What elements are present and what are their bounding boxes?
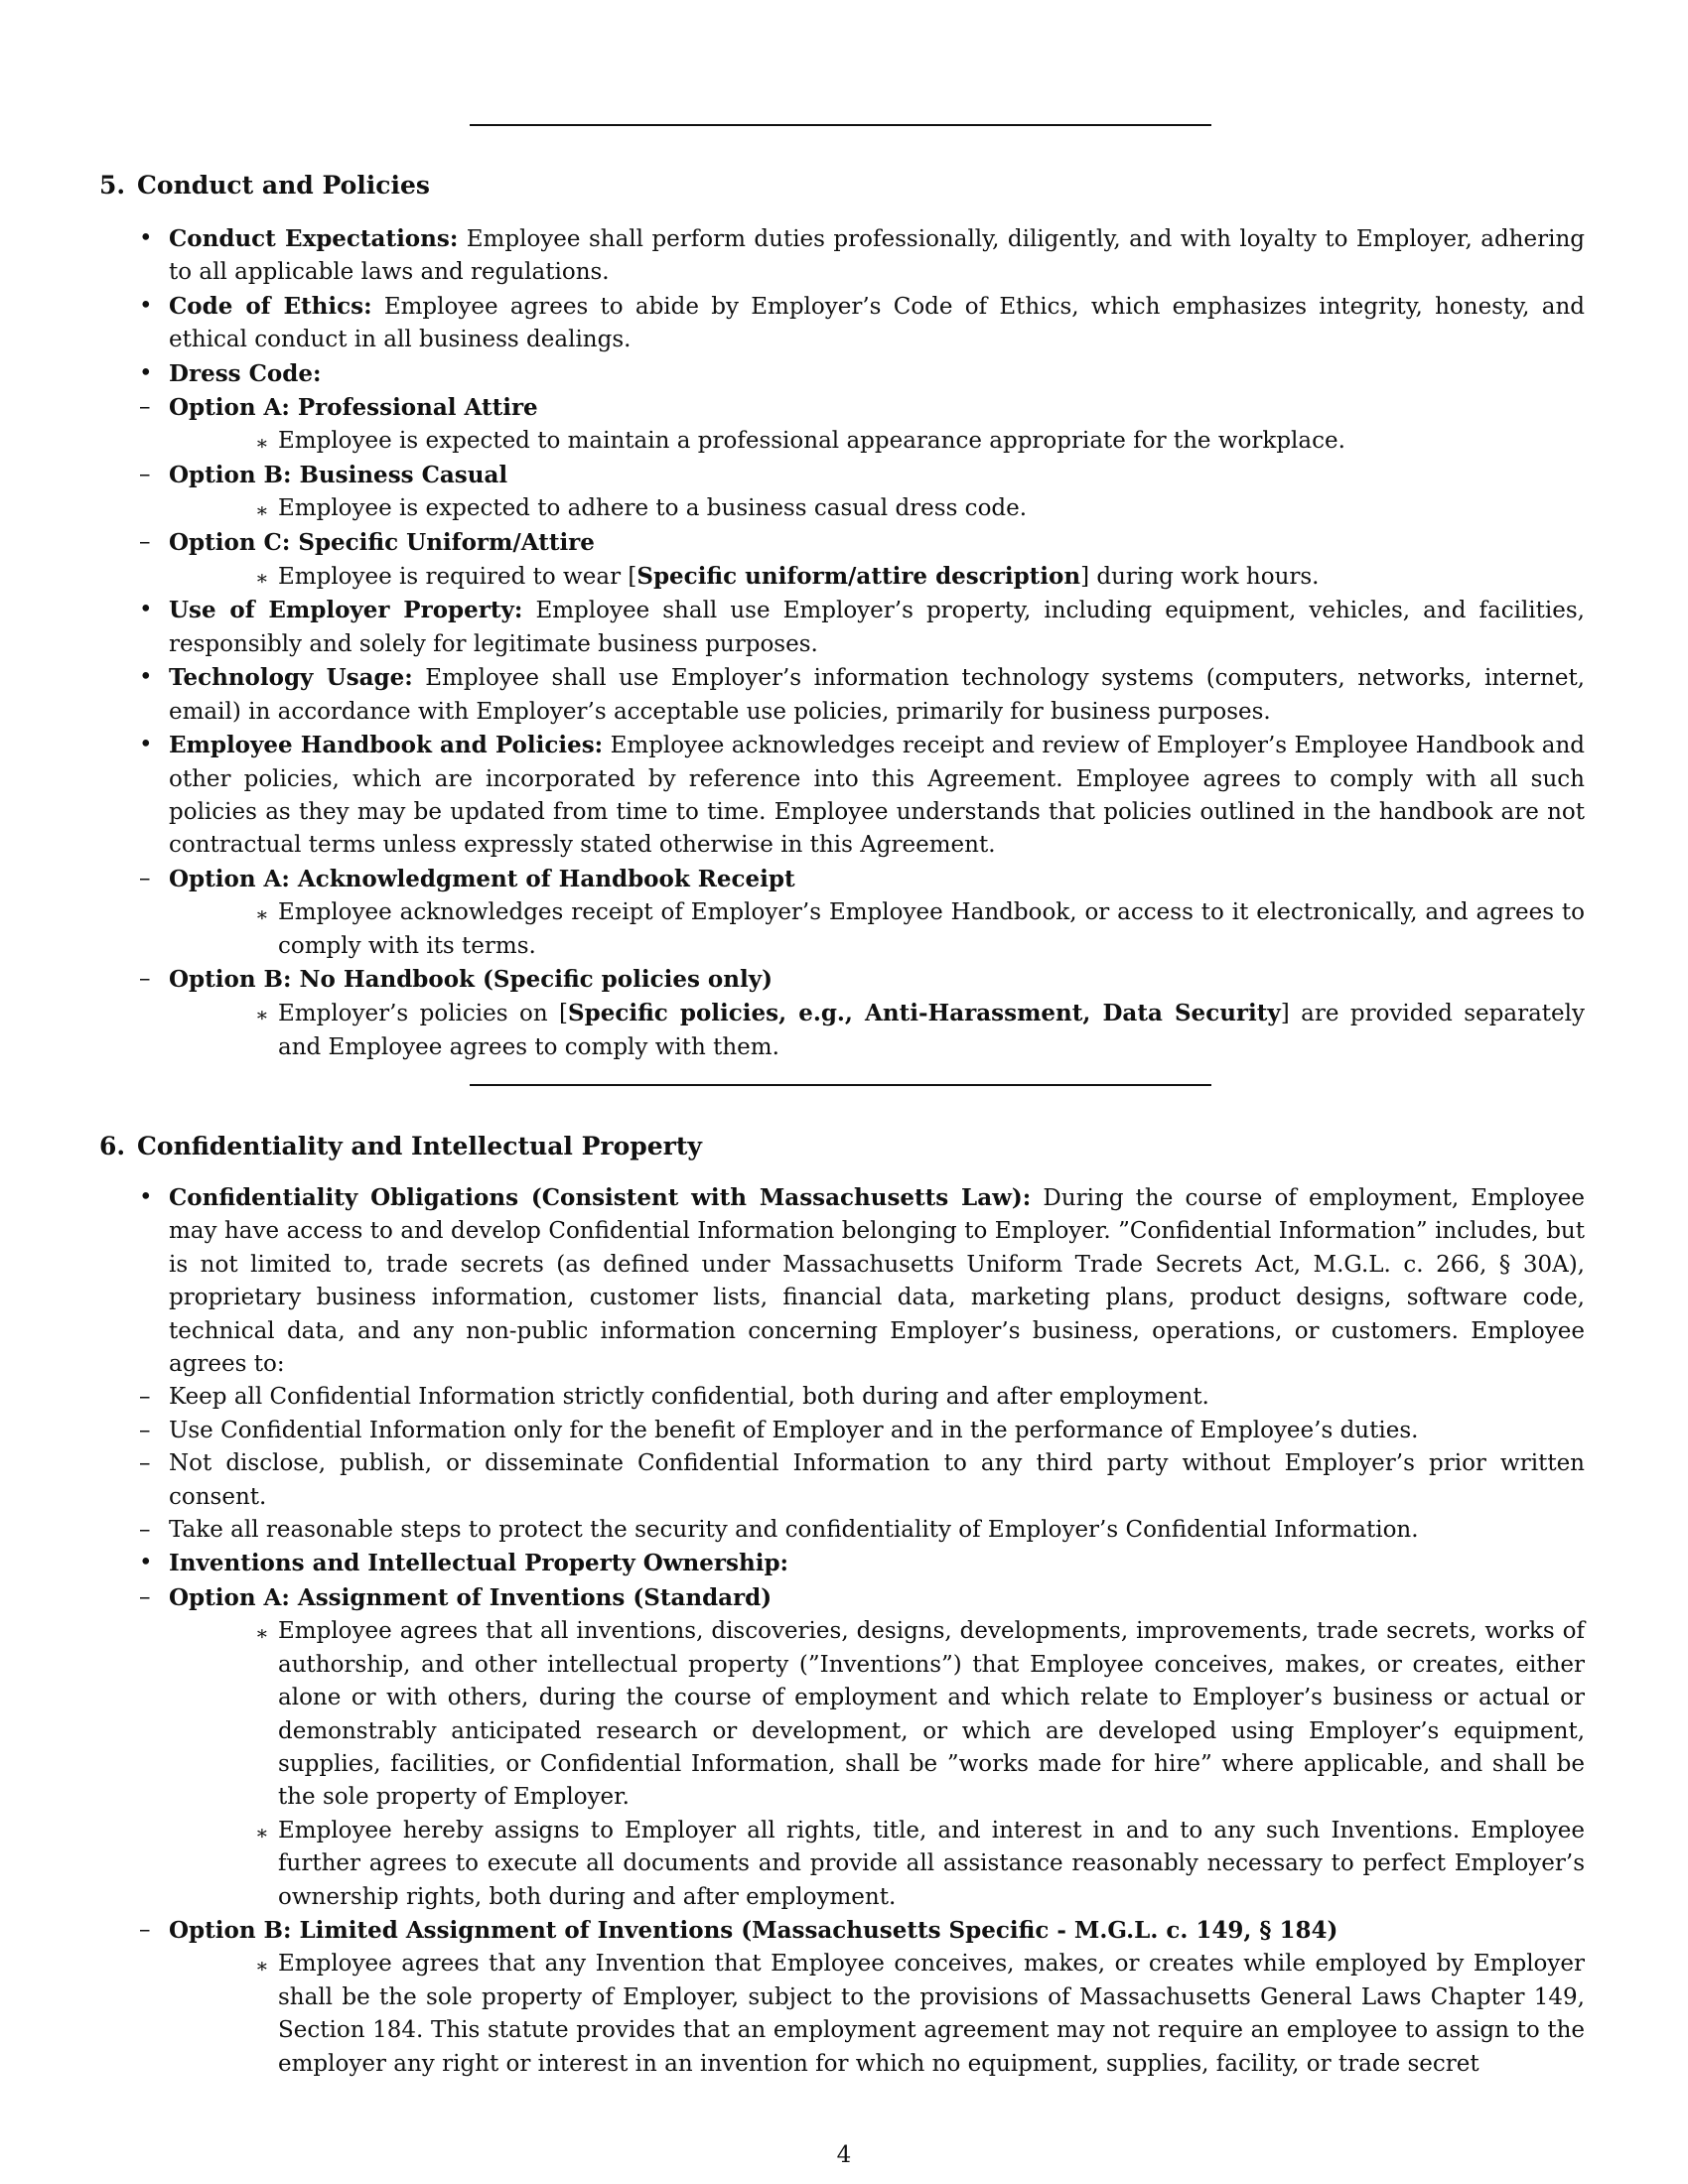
list-item-inventions [139, 1547, 1585, 2081]
dash-icon: – [139, 865, 151, 891]
detail-text: Employee hereby assigns to Employer all rights, title, and interest in and to any such Inventions. Employee further agrees to execute all documents and provide all assistance reasonably necessary to perfect Employer’s ownership rights, both during and after employment. [278, 1817, 1585, 1910]
option-details [228, 997, 1585, 1064]
bullet-icon: • [139, 732, 153, 758]
horizontal-rule [470, 124, 1211, 126]
section-5-list [139, 222, 1585, 1064]
asterisk-icon: ∗ [255, 1954, 269, 1979]
option-label: Option B: Limited Assignment of Inventions (Massachusetts Specific - M.G.L. c. 149, § 184) [169, 1916, 1338, 1944]
bullet-icon: • [139, 225, 153, 251]
item-text: Employee shall use Employer’s property, including equipment, vehicles, and facilities, responsibly and solely for legitimate business purposes. [169, 598, 1585, 657]
list-item-conduct [139, 222, 1585, 290]
option-details [228, 425, 1585, 458]
list-item-confidentiality [139, 1181, 1585, 1547]
item-label: Confidentiality Obligations (Consistent with Massachusetts Law): [169, 1184, 1032, 1211]
dash-icon: – [139, 394, 151, 421]
detail-text: Employee is expected to adhere to a business casual dress code. [278, 495, 1028, 522]
dress-code-options [109, 391, 1585, 594]
dash-icon: – [139, 1583, 151, 1610]
asterisk-icon: ∗ [255, 1003, 269, 1027]
obligation-item [109, 1514, 1585, 1547]
bullet-icon: • [139, 664, 153, 691]
dash-icon: – [139, 461, 151, 487]
option-item [109, 1581, 1585, 1914]
obligation-text: Keep all Confidential Information strictly confidential, both during and after employment. [169, 1384, 1209, 1411]
inventions-options [109, 1581, 1585, 2081]
item-label: Employee Handbook and Policies: [169, 732, 604, 759]
option-details [228, 896, 1585, 963]
asterisk-icon: ∗ [255, 1621, 269, 1646]
option-details [228, 1615, 1585, 1914]
option-item [109, 391, 1585, 459]
detail-text: Employee is required to wear [ [278, 564, 637, 591]
obligation-item [109, 1447, 1585, 1514]
detail-text: Employee is expected to maintain a professional appearance appropriate for the workplace. [278, 428, 1345, 455]
bullet-icon: • [139, 292, 153, 319]
option-label: Option B: No Handbook (Specific policies only) [169, 965, 773, 993]
option-details [228, 492, 1585, 525]
asterisk-icon: ∗ [255, 902, 269, 927]
option-details [228, 1948, 1585, 2081]
section-5-body [139, 222, 1585, 1064]
detail-text: Employee agrees that all inventions, discoveries, designs, developments, improvements, trade secrets, works of authorship, and other intellectual property (”Inventions”) that Employee conceives, makes, or creates, either alone or with others, during the course of employment and which relate to Employer’s business or actual or demonstrably anticipated research or development, or which are developed using Employer’s equipment, supplies, facilities, or Confidential Information, shall be ”works made for hire” where applicable, and shall be the sole property of Employer. [278, 1618, 1585, 1811]
confidentiality-obligations [109, 1381, 1585, 1547]
option-label: Option A: Professional Attire [169, 394, 538, 422]
bullet-icon: • [139, 597, 153, 623]
item-text: During the course of employment, Employee may have access to and develop Confidential Information belonging to Employer. ”Confidential Information” includes, but is not limited to, trade secrets (as defined under Massachusetts Uniform Trade Secrets Act, M.G.L. c. 266, § 30A), proprietary business information, customer lists, financial data, marketing plans, product designs, software code, technical data, and any non-public information concerning Employer’s business, operations, or customers. Employee agrees to: [169, 1185, 1585, 1378]
option-detail [228, 997, 1585, 1064]
section-5-heading [99, 171, 430, 200]
section-number: 5. [99, 171, 126, 200]
detail-text: Employee acknowledges receipt of Employer’s Employee Handbook, or access to it electronically, and agrees to comply with its terms. [278, 899, 1585, 959]
asterisk-icon: ∗ [255, 1820, 269, 1844]
item-label: Code of Ethics: [169, 292, 372, 320]
option-item [109, 963, 1585, 1064]
dash-icon: – [139, 528, 151, 555]
option-item [109, 1914, 1585, 2081]
option-detail [228, 492, 1585, 525]
section-6-heading [99, 1132, 702, 1160]
detail-text: ] during work hours. [1080, 564, 1320, 591]
section-6-list [139, 1181, 1585, 2081]
placeholder-text: Specific uniform/attire description [636, 563, 1081, 591]
section-title: Conduct and Policies [137, 171, 430, 200]
option-label: Option A: Acknowledgment of Handbook Receipt [169, 865, 795, 892]
detail-text: Employer’s policies on [ [278, 1001, 568, 1027]
item-label: Inventions and Intellectual Property Ownership: [169, 1550, 789, 1577]
obligation-text: Take all reasonable steps to protect the security and confidentiality of Employer’s Confidential Information. [169, 1517, 1419, 1544]
list-item-dress-code [139, 357, 1585, 595]
option-detail [228, 425, 1585, 458]
item-text: Employee shall use Employer’s information technology systems (computers, networks, internet, email) in accordance with Employer’s acceptable use policies, primarily for business purposes. [169, 665, 1585, 725]
option-label: Option C: Specific Uniform/Attire [169, 528, 595, 556]
dash-icon: – [139, 1417, 151, 1443]
horizontal-rule [470, 1084, 1211, 1086]
obligation-item [109, 1381, 1585, 1414]
section-number: 6. [99, 1132, 126, 1160]
detail-text: ] are provided separately and Employee agrees to comply with them. [278, 1001, 1585, 1060]
list-item-handbook [139, 729, 1585, 1064]
option-detail [228, 1615, 1585, 1814]
option-details [228, 560, 1585, 594]
option-item [109, 863, 1585, 963]
item-text: Employee shall perform duties professionally, diligently, and with loyalty to Employer, adhering to all applicable laws and regulations. [169, 226, 1585, 286]
option-label: Option B: Business Casual [169, 461, 508, 488]
list-item-property [139, 594, 1585, 661]
asterisk-icon: ∗ [255, 431, 269, 456]
section-title: Confidentiality and Intellectual Property [137, 1132, 702, 1160]
option-detail [228, 560, 1585, 594]
detail-text: Employee agrees that any Invention that Employee conceives, makes, or creates while employed by Employer shall be the sole property of Employer, subject to the provisions of Massachusetts General Laws Chapter 149, Section 184. This statute provides that an employment agreement may not require an employee to assign to the employer any right or interest in an invention for which no equipment, supplies, facility, or trade secret [278, 1951, 1585, 2077]
item-label: Dress Code: [169, 359, 322, 387]
dash-icon: – [139, 1517, 151, 1544]
section-6-body [139, 1181, 1585, 2081]
obligation-text: Not disclose, publish, or disseminate Confidential Information to any third party without Employer’s prior written consent. [169, 1450, 1585, 1510]
option-label: Option A: Assignment of Inventions (Standard) [169, 1583, 773, 1611]
bullet-icon: • [139, 359, 153, 386]
list-item-technology [139, 661, 1585, 729]
placeholder-text: Specific policies, e.g., Anti-Harassment, Data Security [568, 1000, 1281, 1027]
bullet-icon: • [139, 1550, 153, 1576]
item-label: Conduct Expectations: [169, 225, 459, 252]
dash-icon: – [139, 1916, 151, 1943]
asterisk-icon: ∗ [255, 498, 269, 523]
handbook-options [109, 863, 1585, 1064]
dash-icon: – [139, 1450, 151, 1477]
option-item [109, 459, 1585, 526]
item-label: Use of Employer Property: [169, 597, 523, 624]
dash-icon: – [139, 965, 151, 992]
option-detail [228, 1815, 1585, 1914]
item-text: Employee acknowledges receipt and review of Employer’s Employee Handbook and other policies, which are incorporated by reference into this Agreement. Employee agrees to comply with all such policies as they may be updated from time to time. Employee understands that policies outlined in the handbook are not contractual terms unless expressly stated otherwise in this Agreement. [169, 733, 1585, 859]
obligation-item [109, 1415, 1585, 1447]
bullet-icon: • [139, 1184, 153, 1210]
obligation-text: Use Confidential Information only for the benefit of Employer and in the performance of Employee’s duties. [169, 1417, 1419, 1443]
asterisk-icon: ∗ [255, 566, 269, 591]
list-item-ethics [139, 290, 1585, 357]
item-label: Technology Usage: [169, 664, 413, 692]
option-item [109, 526, 1585, 595]
page-number: 4 [836, 2142, 852, 2168]
option-detail [228, 1948, 1585, 2081]
option-detail [228, 896, 1585, 963]
item-text: Employee agrees to abide by Employer’s Code of Ethics, which emphasizes integrity, honesty, and ethical conduct in all business dealings. [169, 293, 1585, 353]
dash-icon: – [139, 1384, 151, 1411]
